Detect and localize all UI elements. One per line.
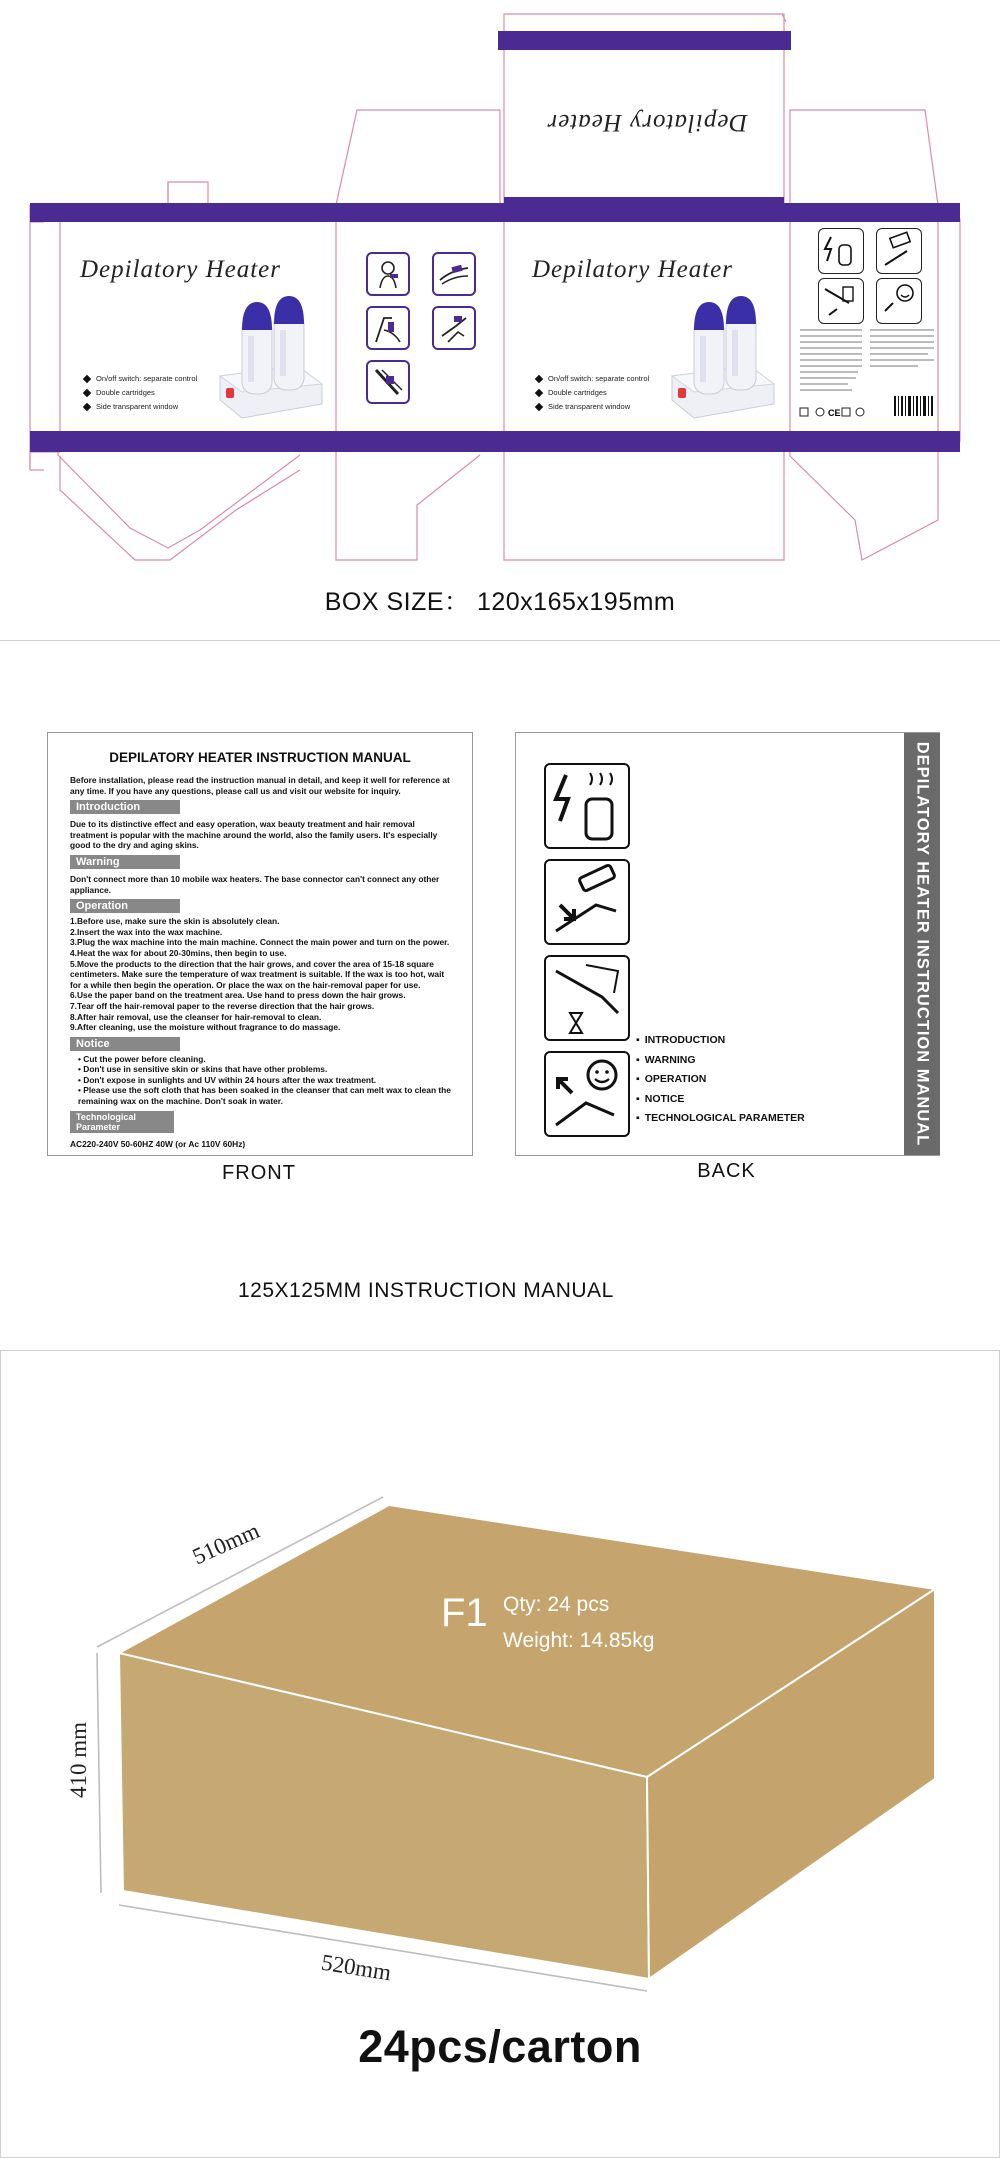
flap-title-inverted: Depilatory Heater — [546, 109, 748, 136]
svg-text:CE: CE — [828, 408, 841, 418]
section-heading-tech: Technological Parameter — [70, 1111, 174, 1133]
list-item: ▪ OPERATION — [636, 1070, 805, 1090]
notice-item: • Please use the soft cloth that has been soaked in the cleanser that can melt wax to clean the remaining wax on the machine. Don't soak in water. — [78, 1085, 451, 1107]
underarm-wax-icon — [366, 306, 410, 350]
feature-list-2 — [536, 372, 649, 414]
apply-wax-icon — [544, 859, 630, 945]
front-title-2: Depilatory Heater — [532, 256, 733, 283]
smile-icon — [544, 1051, 630, 1137]
notice-item: • Don't use in sensitive skin or skins that have other problems. — [78, 1064, 328, 1075]
back-contents-list — [636, 1031, 805, 1129]
pcs-per-carton-label: 24pcs/carton — [358, 2021, 642, 2072]
manual-intro: Before installation, please read the instruction manual in detail, and keep it well for reference at any time. If you have any questions, please call us and visit our website for inquiry. — [70, 775, 450, 796]
manual-title: DEPILATORY HEATER INSTRUCTION MANUAL — [109, 750, 411, 765]
section-heading-warning: Warning — [70, 855, 180, 869]
carton-code: F1 — [441, 1591, 488, 1635]
dimension-height: 410 mm — [66, 1721, 92, 1799]
power-warning-icon — [544, 763, 630, 849]
front-title: Depilatory Heater — [80, 256, 281, 283]
operation-step: 7.Tear off the hair-removal paper to the reverse direction that the hair grows. — [70, 1000, 375, 1011]
feature-item: Double cartridges — [84, 386, 197, 400]
spine-title: DEPILATORY HEATER INSTRUCTION MANUAL — [913, 741, 932, 1147]
paper-strip-icon — [818, 278, 864, 324]
manual-size-label: 125X125MM INSTRUCTION MANUAL — [238, 1279, 614, 1302]
feature-item: Side transparent window — [536, 400, 649, 414]
notice-item: • Don't expose in sunlights and UV within 24 hours after the wax treatment. — [78, 1074, 377, 1085]
operation-step: 3.Plug the wax machine into the main machine. Connect the main power and turn on the power. — [70, 937, 450, 948]
hair-removal-neck-icon — [366, 252, 410, 296]
smile-icon — [876, 278, 922, 324]
manual-spine — [904, 733, 940, 1155]
carton-weight: Weight: 14.85kg — [503, 1629, 655, 1652]
operation-step: 4.Heat the wax for about 20-30mins, then begin to use. — [70, 947, 287, 958]
operation-step: 5.Move the products to the direction that the hair grows, and cover the area of 15-18 square centimeters. Make sure the temperature of wax treatment is suitable. If the wax is too hot, wait for a while then begin the operation. Or place the wax on the hair-removal paper for use. — [70, 958, 445, 990]
back-panel-fine-print — [798, 326, 938, 426]
list-item: ▪ WARNING — [636, 1051, 805, 1071]
operation-step: 8.After hair removal, use the cleanser for hair-removal to clean. — [70, 1011, 322, 1022]
section-heading-introduction: Introduction — [70, 800, 180, 814]
list-item: ▪ NOTICE — [636, 1090, 805, 1110]
power-warning-icon — [818, 228, 864, 274]
hand-wax-icon — [432, 306, 476, 350]
section-heading-notice: Notice — [70, 1037, 180, 1051]
operation-step: 6.Use the paper band on the treatment area. Use hand to press down the hair grows. — [70, 990, 406, 1001]
feature-item: On/off switch: separate control — [536, 372, 649, 386]
introduction-text: Due to its distinctive effect and easy operation, wax beauty treatment and hair removal treatment is popular with the machine around the world, also the family users. It's especially good to the dry and aging skins. — [70, 819, 438, 851]
notice-list — [70, 1054, 453, 1107]
leg-wax-icon — [366, 360, 410, 404]
feature-list — [84, 372, 197, 414]
product-wax-heater-image-2 — [664, 296, 782, 426]
dimension-width: 520mm — [319, 1949, 393, 1986]
front-label: FRONT — [222, 1162, 296, 1184]
feature-item: Double cartridges — [536, 386, 649, 400]
feature-item: Side transparent window — [84, 400, 197, 414]
warning-text: Don't connect more than 10 mobile wax heaters. The base connector can't connect any other appliance. — [70, 873, 440, 895]
apply-wax-icon — [876, 228, 922, 274]
notice-item: • Cut the power before cleaning. — [78, 1053, 206, 1064]
carton-section — [0, 1350, 1000, 2158]
dimension-depth: 510mm — [188, 1517, 264, 1570]
tech-text: AC220-240V 50-60HZ 40W (or Ac 110V 60Hz) — [70, 1138, 246, 1149]
manual-front-page — [47, 732, 473, 1156]
list-item: ▪ TECHNOLOGICAL PARAMETER — [636, 1109, 805, 1129]
operation-step: 1.Before use, make sure the skin is absolutely clean. — [70, 916, 280, 927]
paper-strip-icon — [544, 955, 630, 1041]
box-dieline-section — [0, 0, 1000, 641]
box-size-label: BOX SIZE： 120x165x195mm — [324, 588, 676, 616]
manual-back-page — [515, 732, 940, 1156]
feature-item: On/off switch: separate control — [84, 372, 197, 386]
list-item: ▪ INTRODUCTION — [636, 1031, 805, 1051]
operation-step: 2.Insert the wax into the wax machine. — [70, 926, 223, 937]
back-label: BACK — [697, 1160, 756, 1182]
carton-qty: Qty: 24 pcs — [503, 1593, 610, 1616]
section-heading-operation: Operation — [70, 899, 180, 913]
product-wax-heater-image — [212, 296, 330, 426]
operation-step: 9.After cleaning, use the moisture without fragrance to do massage. — [70, 1022, 341, 1033]
operation-steps — [70, 916, 453, 1033]
arm-wax-icon — [432, 252, 476, 296]
